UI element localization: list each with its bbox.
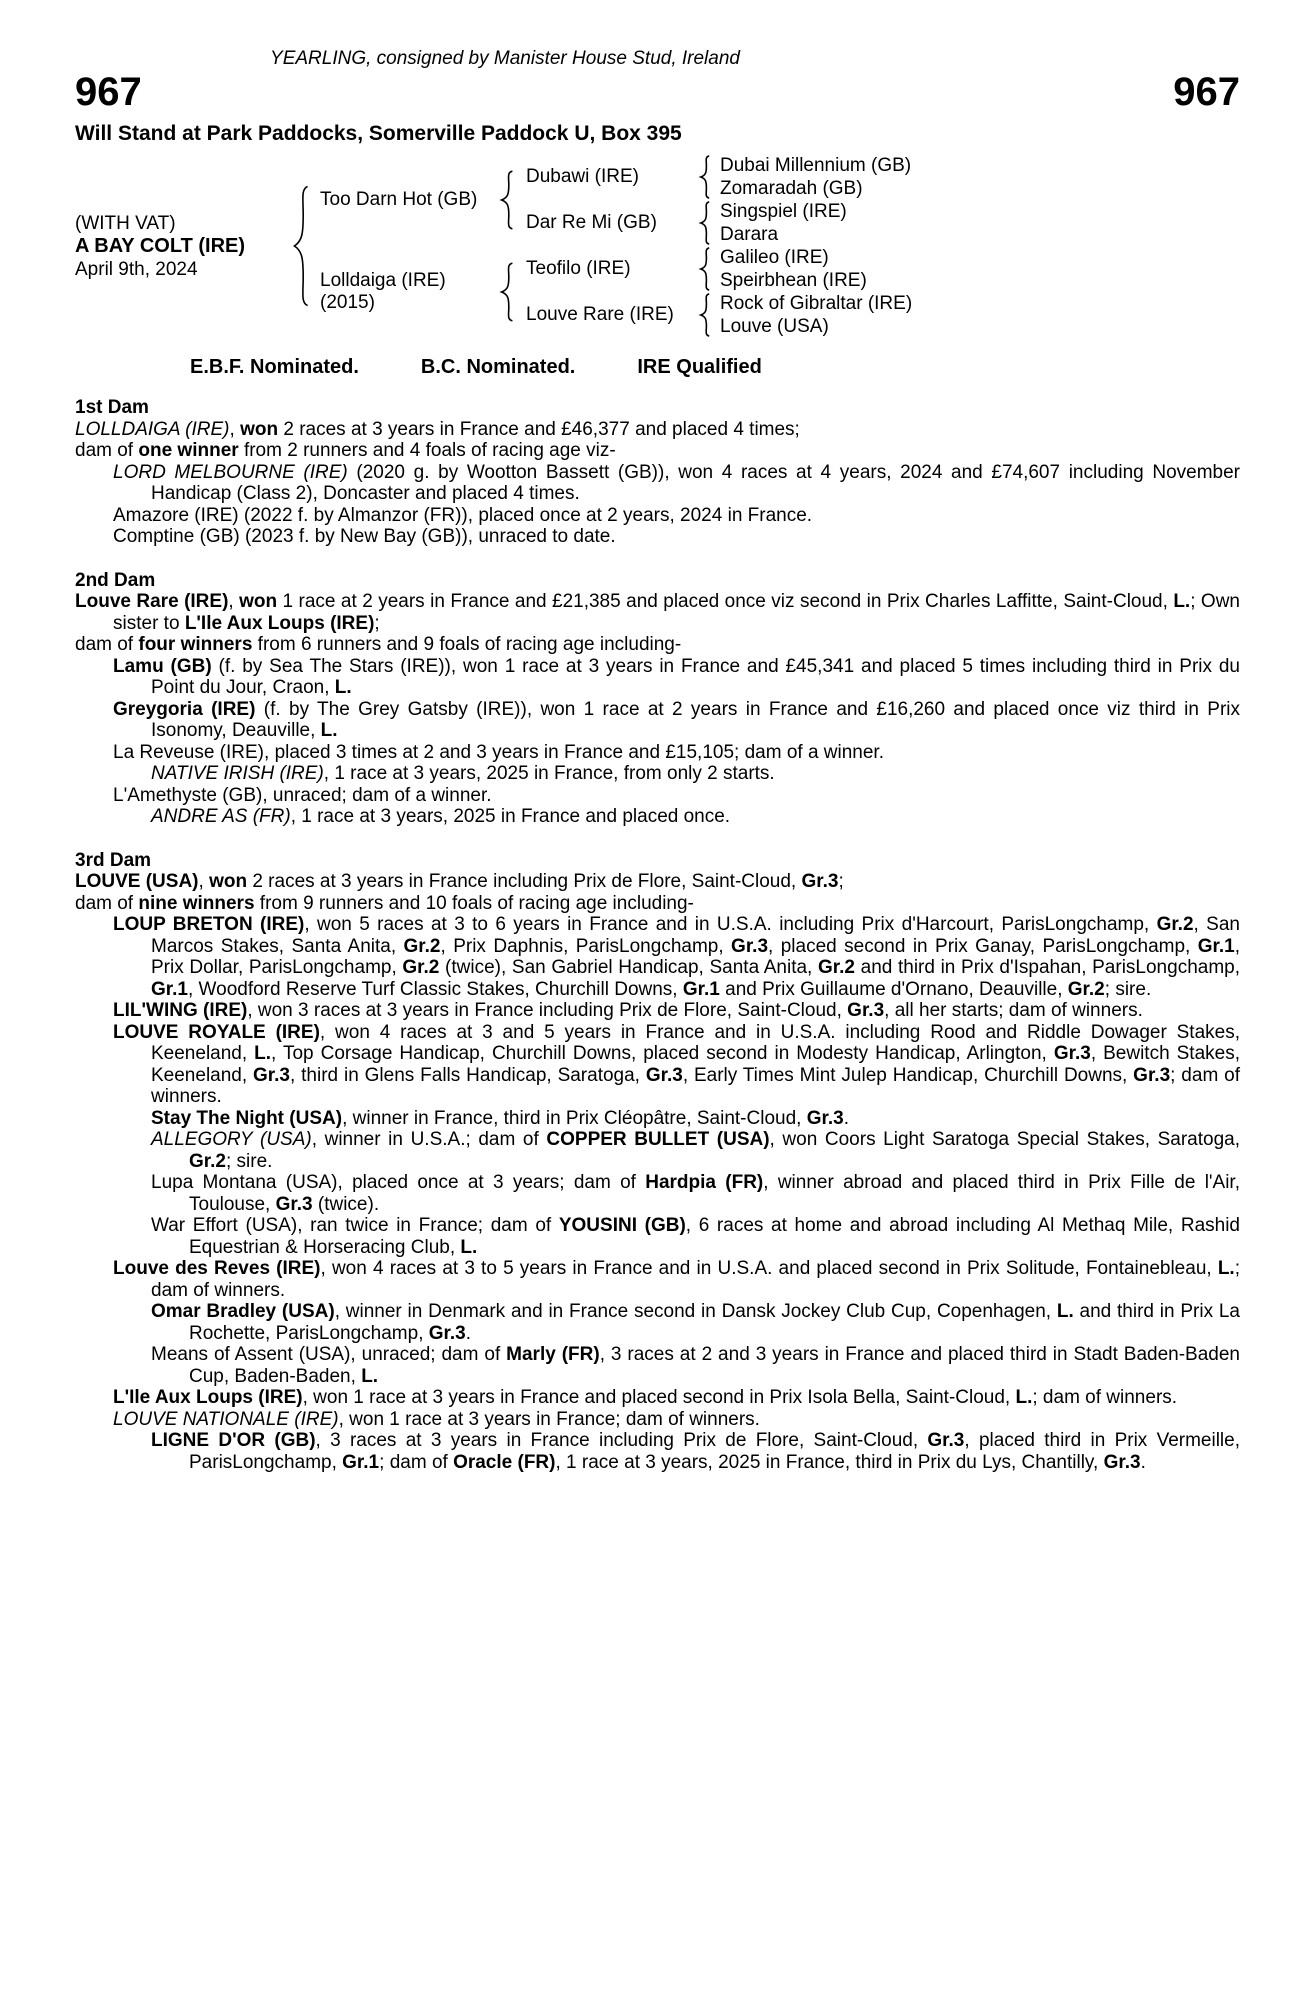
text-segment: LOUVE (USA): [75, 871, 199, 892]
text-segment: ;: [838, 871, 844, 892]
text-segment: Gr.2: [403, 935, 441, 957]
text-segment: Louve Rare (IRE): [75, 591, 229, 612]
text-segment: LOUVE NATIONALE (IRE): [113, 1408, 339, 1430]
text-segment: 2 races at 3 years in France and £46,377 and placed 4 times;: [278, 418, 800, 440]
text-segment: Gr.3: [275, 1193, 313, 1215]
catalogue-paragraph: [75, 914, 1240, 1000]
text-segment: four winners: [138, 634, 253, 655]
text-segment: LOLLDAIGA (IRE): [75, 418, 230, 440]
text-segment: Gr.3: [927, 1430, 965, 1451]
text-segment: L.: [1056, 1301, 1074, 1322]
text-segment: Gr.2: [1067, 978, 1105, 1000]
text-segment: ; dam of winners.: [151, 1258, 1240, 1301]
consignor-line: YEARLING, consigned by Manister House Stud, Ireland: [270, 48, 740, 69]
dam-dam-sire-name: Rock of Gibraltar (IRE): [720, 293, 913, 314]
text-segment: , Bewitch Stakes, Keeneland,: [151, 1043, 1240, 1086]
text-segment: , won Coors Light Saratoga Special Stakes, Saratoga,: [769, 1129, 1240, 1150]
text-segment: and third in Prix La Rochette, ParisLongchamp,: [189, 1301, 1240, 1344]
catalogue-paragraph: [75, 1108, 1240, 1130]
text-segment: , winner in France, third in Prix Cléopâtre, Saint-Cloud,: [342, 1107, 807, 1129]
text-segment: 1 race at 2 years in France and £21,385 and placed once viz second in Prix Charles Laffitte, Saint-Cloud,: [277, 591, 1174, 612]
catalogue-paragraph: [75, 462, 1240, 505]
text-segment: L.: [460, 1236, 478, 1258]
catalogue-paragraph: [75, 1301, 1240, 1344]
text-segment: LORD MELBOURNE (IRE): [113, 461, 348, 483]
dam-sire-parents: [712, 246, 867, 292]
sire-dam-parents: [712, 200, 847, 246]
text-segment: L.: [1217, 1258, 1235, 1279]
sire-sire-brace: [698, 155, 712, 199]
text-segment: ; dam of winners.: [1032, 1387, 1178, 1408]
text-segment: Gr.2: [817, 957, 855, 978]
text-segment: Gr.1: [682, 978, 720, 1000]
dam-sire-sire-name: Galileo (IRE): [720, 247, 829, 268]
dam-heading: 2nd Dam: [75, 569, 156, 591]
text-segment: COPPER BULLET (USA): [546, 1129, 770, 1150]
text-segment: ALLEGORY (USA): [151, 1129, 312, 1150]
text-segment: La Reveuse (IRE), placed 3 times at 2 and 3 years in France and £15,105; dam of a winner.: [113, 741, 884, 763]
dam-year: (2015): [320, 292, 375, 313]
text-segment: won: [240, 418, 279, 440]
catalogue-paragraph: [75, 806, 1240, 828]
text-segment: Lupa Montana (USA), placed once at 3 years; dam of: [151, 1172, 646, 1193]
text-segment: ANDRE AS (FR): [151, 806, 291, 827]
text-segment: , won 5 races at 3 to 6 years in France and in U.S.A. including Prix d'Harcourt, ParisLongchamp,: [304, 914, 1157, 935]
sire-dam-row: [516, 200, 911, 246]
text-segment: from 2 runners and 4 foals of racing age viz-: [238, 440, 616, 461]
text-segment: L.: [1173, 591, 1191, 612]
catalogue-paragraph: [75, 1344, 1240, 1387]
text-segment: Greygoria (IRE): [113, 698, 256, 720]
catalogue-paragraph: [75, 699, 1240, 742]
text-segment: won: [239, 591, 278, 612]
text-segment: L.: [361, 1365, 379, 1387]
catalogue-paragraph: [75, 763, 1240, 785]
catalogue-paragraph: [75, 1129, 1240, 1172]
text-segment: dam of: [75, 634, 139, 655]
dam-sire-row: [516, 246, 912, 292]
text-segment: , all her starts; dam of winners.: [884, 1000, 1143, 1021]
catalogue-paragraph: [75, 1258, 1240, 1301]
text-segment: from 9 runners and 10 foals of racing age including-: [254, 892, 694, 914]
stand-location-line: Will Stand at Park Paddocks, Somerville Paddock U, Box 395: [75, 122, 682, 145]
text-segment: ,: [198, 871, 210, 892]
vat-note: (WITH VAT): [75, 212, 176, 234]
text-segment: , winner in Denmark and in France second in Dansk Jockey Club Cup, Copenhagen,: [334, 1301, 1057, 1322]
text-segment: Gr.2: [402, 957, 440, 978]
text-segment: LOUVE ROYALE (IRE): [113, 1021, 320, 1043]
dam-name-block: [312, 270, 498, 314]
text-segment: ; dam of winners.: [151, 1064, 1240, 1107]
text-segment: Gr.1: [342, 1451, 380, 1473]
text-segment: , 1 race at 3 years, 2025 in France and placed once.: [290, 806, 731, 827]
text-segment: .: [1140, 1451, 1146, 1473]
text-segment: .: [465, 1322, 472, 1344]
text-segment: Lamu (GB): [113, 655, 212, 677]
foaling-date: April 9th, 2024: [75, 258, 198, 280]
text-segment: , winner abroad and placed third in Prix Fille de l'Air, Toulouse,: [189, 1172, 1240, 1215]
catalogue-paragraph: [75, 440, 1240, 462]
text-segment: , won 4 races at 3 and 5 years in France and in U.S.A. including Rood and Riddle Dowager Stakes, Keeneland,: [151, 1021, 1240, 1064]
pedigree-generations: [312, 154, 912, 338]
text-segment: , won 1 race at 3 years in France; dam of winners.: [338, 1408, 760, 1430]
dam-dam-brace: [698, 293, 712, 337]
text-segment: and Prix Guillaume d'Ornano, Deauville,: [719, 978, 1068, 1000]
catalogue-paragraph: [75, 1430, 1240, 1473]
text-segment: , won 3 races at 3 years in France including Prix de Flore, Saint-Cloud,: [247, 1000, 848, 1021]
dam-dam-dam-name: Louve (USA): [720, 316, 829, 337]
text-segment: (f. by The Grey Gatsby (IRE)), won 1 race at 2 years in France and £16,260 and placed once viz third in Prix Isonomy, Deauville,: [151, 698, 1240, 741]
sire-dam-brace: [698, 201, 712, 245]
dam-parents: [516, 246, 912, 338]
text-segment: dam of: [75, 440, 139, 461]
subject-block: [75, 212, 290, 281]
text-segment: , placed third in Prix Vermeille, ParisLongchamp,: [189, 1430, 1241, 1473]
text-segment: from 6 runners and 9 foals of racing age including-: [252, 634, 682, 655]
text-segment: ; sire.: [225, 1150, 273, 1172]
dam-sections: [75, 397, 1240, 1473]
dam-brace: [498, 262, 516, 322]
text-segment: Gr.2: [1156, 914, 1194, 935]
text-segment: , won 4 races at 3 to 5 years in France and in U.S.A. and placed second in Prix Solitude, Fontainebleau,: [320, 1258, 1218, 1279]
text-segment: L.: [1015, 1387, 1033, 1408]
sire-parents: [516, 154, 911, 246]
catalogue-paragraph: [75, 634, 1240, 656]
text-segment: , Top Corsage Handicap, Churchill Downs, placed second in Modesty Handicap, Arlington,: [271, 1043, 1054, 1064]
catalogue-paragraph: [75, 1172, 1240, 1215]
text-segment: , 3 races at 3 years in France including Prix de Flore, Saint-Cloud,: [315, 1430, 928, 1451]
pedigree-table: [75, 154, 1240, 338]
text-segment: , Early Times Mint Julep Handicap, Churchill Downs,: [682, 1064, 1134, 1086]
catalogue-paragraph: [75, 419, 1240, 441]
text-segment: nine winners: [138, 892, 255, 914]
text-segment: one winner: [138, 440, 239, 461]
text-segment: Means of Assent (USA), unraced; dam of: [151, 1344, 507, 1365]
ebf-nominated-label: E.B.F. Nominated.: [190, 356, 359, 378]
sire-sire-sire-name: Dubai Millennium (GB): [720, 155, 912, 176]
text-segment: , 3 races at 2 and 3 years in France and placed third in Stadt Baden-Baden Cup, Baden-Baden,: [189, 1344, 1240, 1387]
sire-sire-name: Dubawi (IRE): [526, 166, 639, 187]
text-segment: 2 races at 3 years in France including Prix de Flore, Saint-Cloud,: [247, 871, 802, 892]
text-segment: ,: [228, 591, 240, 612]
text-segment: L'Amethyste (GB), unraced; dam of a winner.: [113, 784, 492, 806]
subject-name: A BAY COLT (IRE): [75, 234, 246, 257]
nominations-row: [75, 356, 1240, 379]
text-segment: Gr.3: [1103, 1451, 1141, 1473]
text-segment: Gr.3: [645, 1064, 683, 1086]
text-segment: ,: [229, 418, 241, 440]
text-segment: Gr.1: [1197, 935, 1235, 957]
text-segment: ; dam of: [379, 1451, 454, 1473]
pedigree-main-brace: [290, 184, 312, 308]
text-segment: YOUSINI (GB): [558, 1215, 686, 1236]
text-segment: , placed second in Prix Ganay, ParisLongchamp,: [768, 935, 1198, 957]
text-segment: and third in Prix d'Ispahan, ParisLongchamp,: [854, 957, 1240, 978]
catalogue-paragraph: [75, 526, 1240, 548]
catalogue-paragraph: [75, 893, 1240, 915]
text-segment: Stay The Night (USA): [151, 1107, 343, 1129]
text-segment: Gr.3: [801, 871, 839, 892]
text-segment: , San Marcos Stakes, Santa Anita,: [151, 914, 1240, 957]
text-segment: Gr.3: [1133, 1064, 1171, 1086]
text-segment: Hardpia (FR): [645, 1172, 764, 1193]
lot-number-right: 967: [1173, 70, 1240, 114]
text-segment: Gr.3: [428, 1322, 466, 1344]
text-segment: (twice), San Gabriel Handicap, Santa Anita,: [439, 957, 818, 978]
catalogue-paragraph: [75, 656, 1240, 699]
dam-dam-row: [516, 292, 912, 338]
dam-sire-dam-name: Speirbhean (IRE): [720, 270, 867, 291]
text-segment: Omar Bradley (USA): [151, 1301, 335, 1322]
text-segment: (f. by Sea The Stars (IRE)), won 1 race at 3 years in France and £45,341 and placed 5 times including third in Prix du Point du Jour, Craon,: [151, 655, 1240, 698]
text-segment: Gr.3: [731, 935, 769, 957]
ire-qualified-label: IRE Qualified: [637, 356, 762, 378]
catalogue-paragraph: [75, 742, 1240, 764]
text-segment: L.: [254, 1043, 272, 1064]
text-segment: , Prix Daphnis, ParisLongchamp,: [440, 935, 732, 957]
catalogue-paragraph: [75, 1409, 1240, 1431]
dam-dam-parents: [712, 292, 912, 338]
text-segment: Gr.3: [847, 1000, 885, 1021]
sire-sire-row: [516, 154, 911, 200]
sire-dam-name: Dar Re Mi (GB): [526, 212, 657, 233]
catalogue-paragraph: [75, 1215, 1240, 1258]
text-segment: (2020 g. by Wootton Bassett (GB)), won 4 races at 4 years, 2024 and £74,607 including November Handicap (Class 2), Doncaster and placed 4 times.: [151, 461, 1240, 504]
dam-heading: 1st Dam: [75, 397, 149, 418]
lot-number-row: [75, 72, 1240, 112]
text-segment: , third in Glens Falls Handicap, Saratoga,: [290, 1064, 646, 1086]
text-segment: L'Ile Aux Loups (IRE): [184, 612, 375, 634]
catalogue-paragraph: [75, 871, 1240, 893]
text-segment: Louve des Reves (IRE): [113, 1258, 321, 1279]
text-segment: L.: [320, 720, 338, 741]
dam-dam-name: Louve Rare (IRE): [526, 304, 674, 325]
text-segment: Gr.3: [253, 1064, 290, 1086]
text-segment: ;: [374, 612, 380, 634]
text-segment: (twice).: [312, 1193, 380, 1215]
text-segment: Comptine (GB) (2023 f. by New Bay (GB)), unraced to date.: [113, 526, 616, 547]
text-segment: Oracle (FR): [453, 1451, 556, 1473]
sire-dam-sire-name: Singspiel (IRE): [720, 201, 847, 222]
text-segment: , 1 race at 3 years, 2025 in France, third in Prix du Lys, Chantilly,: [555, 1451, 1104, 1473]
sire-brace: [498, 170, 516, 230]
text-segment: ; Own sister to: [113, 591, 1240, 634]
dam-sire-brace: [698, 247, 712, 291]
dam-sire-name: Teofilo (IRE): [526, 258, 631, 279]
text-segment: War Effort (USA), ran twice in France; dam of: [151, 1215, 559, 1236]
dam-heading: 3rd Dam: [75, 849, 152, 871]
sire-sire-parents: [712, 154, 911, 200]
text-segment: , 1 race at 3 years, 2025 in France, from only 2 starts.: [323, 763, 775, 784]
catalogue-paragraph: [75, 1387, 1240, 1409]
text-segment: L'Ile Aux Loups (IRE): [113, 1387, 303, 1408]
text-segment: NATIVE IRISH (IRE): [151, 763, 324, 784]
text-segment: , won 1 race at 3 years in France and placed second in Prix Isola Bella, Saint-Cloud,: [302, 1387, 1016, 1408]
sire-sire-dam-name: Zomaradah (GB): [720, 178, 863, 199]
text-segment: , winner in U.S.A.; dam of: [311, 1129, 547, 1150]
sire-name: Too Darn Hot (GB): [320, 189, 478, 210]
dam-name: Lolldaiga (IRE): [320, 270, 446, 291]
bc-nominated-label: B.C. Nominated.: [420, 356, 576, 378]
catalogue-paragraph: [75, 1000, 1240, 1022]
lot-number-left: 967: [75, 70, 142, 114]
text-segment: Gr.2: [189, 1150, 226, 1172]
catalogue-paragraph: [75, 591, 1240, 634]
text-segment: Gr.1: [151, 978, 188, 1000]
text-segment: , Woodford Reserve Turf Classic Stakes, Churchill Downs,: [187, 978, 683, 1000]
text-segment: Gr.3: [1053, 1043, 1091, 1064]
text-segment: Gr.3: [806, 1107, 844, 1129]
text-segment: L.: [334, 677, 352, 698]
text-segment: LIGNE D'OR (GB): [151, 1430, 316, 1451]
dam-branch: [312, 246, 912, 338]
sire-dam-dam-name: Darara: [720, 224, 779, 245]
text-segment: LIL'WING (IRE): [113, 1000, 248, 1021]
text-segment: dam of: [75, 892, 139, 914]
text-segment: LOUP BRETON (IRE): [113, 914, 305, 935]
catalogue-paragraph: [75, 785, 1240, 807]
sire-branch: [312, 154, 912, 246]
text-segment: won: [209, 871, 248, 892]
text-segment: Marly (FR): [506, 1344, 600, 1365]
catalogue-paragraph: [75, 505, 1240, 527]
text-segment: , Prix Dollar, ParisLongchamp,: [151, 935, 1240, 978]
text-segment: Amazore (IRE) (2022 f. by Almanzor (FR)), placed once at 2 years, 2024 in France.: [113, 504, 813, 526]
text-segment: .: [843, 1107, 849, 1129]
text-segment: ; sire.: [1104, 978, 1152, 1000]
catalogue-paragraph: [75, 1022, 1240, 1108]
text-segment: , 6 races at home and abroad including Al Methaq Mile, Rashid Equestrian & Horseracing Club,: [189, 1215, 1240, 1258]
